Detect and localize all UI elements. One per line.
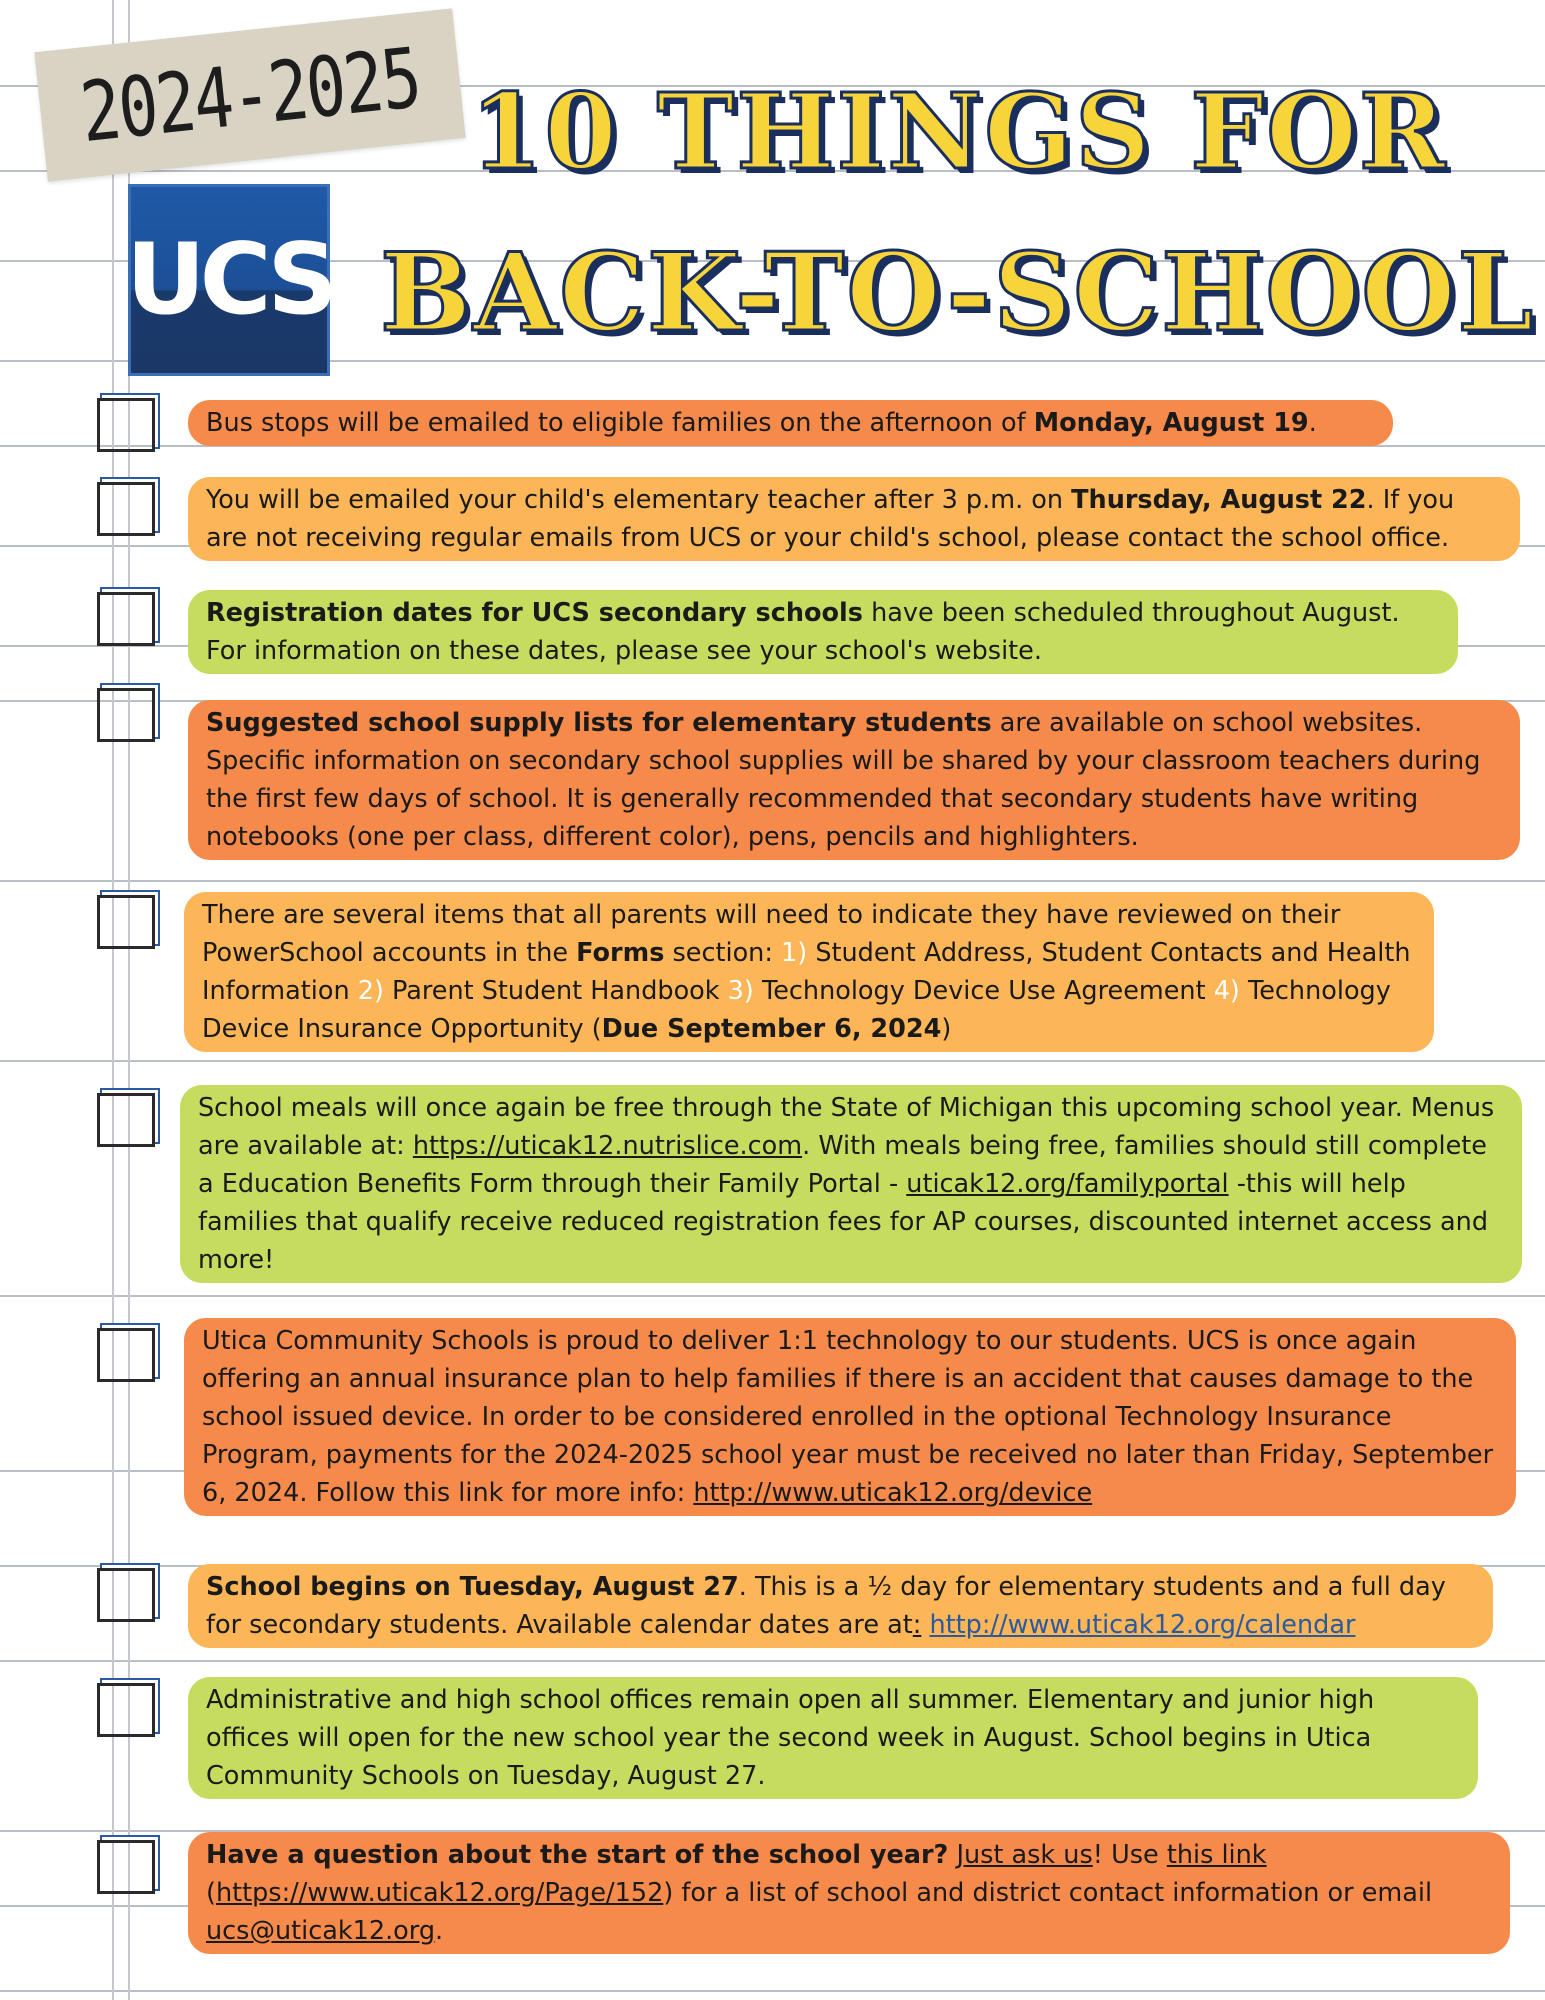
logo-text: UCS <box>126 223 332 337</box>
list-item-10: Have a question about the start of the school year? Just ask us! Use this link (https://www.uticak12.org/Page/152) for a list of school and district contact information or email ucs@uticak12.org. <box>188 1832 1510 1954</box>
title-line-1: 10 THINGS FOR <box>470 70 1448 193</box>
checkbox-8[interactable] <box>97 1568 155 1622</box>
checkbox-2[interactable] <box>97 482 155 536</box>
family-portal-link[interactable]: uticak12.org/familyportal <box>906 1169 1229 1199</box>
checkbox-1[interactable] <box>97 398 155 452</box>
list-item-6: School meals will once again be free through the State of Michigan this upcoming school year. Menus are available at: https://uticak12.nutrislice.com. With meals being free, families should still complete a Education Benefits Form through their Family Portal - uticak12.org/familyportal -this will help families that qualify receive reduced registration fees for AP courses, discounted internet access and more! <box>180 1085 1522 1283</box>
list-item-8: School begins on Tuesday, August 27. This is a ½ day for elementary students and a full day for secondary students. Available calendar dates are at: http://www.uticak12.org/calendar <box>188 1564 1493 1648</box>
title-line-2: BACK-TO-SCHOOL <box>380 230 1536 356</box>
this-link[interactable]: this link <box>1166 1840 1267 1870</box>
checkbox-4[interactable] <box>97 688 155 742</box>
year-label: 2024-2025 <box>76 29 424 161</box>
checkbox-5[interactable] <box>97 895 155 949</box>
checkbox-6[interactable] <box>97 1093 155 1147</box>
device-link[interactable]: http://www.uticak12.org/device <box>693 1478 1093 1508</box>
list-item-2: You will be emailed your child's elementary teacher after 3 p.m. on Thursday, August 22. If you are not receiving regular emails from UCS or your child's school, please contact the school office. <box>188 477 1520 561</box>
list-item-5: There are several items that all parents will need to indicate they have reviewed on their PowerSchool accounts in the Forms section: 1) Student Address, Student Contacts and Health Information 2) Parent Student Handbook 3) Technology Device Use Agreement 4) Technology Device Insurance Opportunity (Due September 6, 2024) <box>184 892 1434 1052</box>
list-item-3: Registration dates for UCS secondary schools have been scheduled throughout August. For information on these dates, please see your school's website. <box>188 590 1458 674</box>
checkbox-7[interactable] <box>97 1328 155 1382</box>
list-item-9: Administrative and high school offices remain open all summer. Elementary and junior high offices will open for the new school year the second week in August. School begins in Utica Community Schools on Tuesday, August 27. <box>188 1677 1478 1799</box>
list-item-7: Utica Community Schools is proud to deliver 1:1 technology to our students. UCS is once again offering an annual insurance plan to help families if there is an accident that causes damage to the school issued device. In order to be considered enrolled in the optional Technology Insurance Program, payments for the 2024-2025 school year must be received no later than Friday, September 6, 2024. Follow this link for more info: http://www.uticak12.org/device <box>184 1318 1516 1516</box>
email-link[interactable]: ucs@uticak12.org <box>206 1916 436 1946</box>
contact-page-link[interactable]: https://www.uticak12.org/Page/152 <box>215 1878 664 1908</box>
checkbox-3[interactable] <box>97 592 155 646</box>
calendar-link[interactable]: http://www.uticak12.org/calendar <box>929 1610 1356 1640</box>
just-ask-us-link[interactable]: Just ask us <box>956 1840 1093 1870</box>
menus-link[interactable]: https://uticak12.nutrislice.com <box>412 1131 803 1161</box>
checkbox-9[interactable] <box>97 1683 155 1737</box>
year-tape <box>34 8 465 181</box>
checkbox-10[interactable] <box>97 1840 155 1894</box>
ucs-logo <box>128 184 330 376</box>
list-item-1: Bus stops will be emailed to eligible families on the afternoon of Monday, August 19. <box>188 400 1393 446</box>
list-item-4: Suggested school supply lists for elementary students are available on school websites. Specific information on secondary school supplies will be shared by your classroom teachers during the first few days of school. It is generally recommended that secondary students have writing notebooks (one per class, different color), pens, pencils and highlighters. <box>188 700 1520 860</box>
